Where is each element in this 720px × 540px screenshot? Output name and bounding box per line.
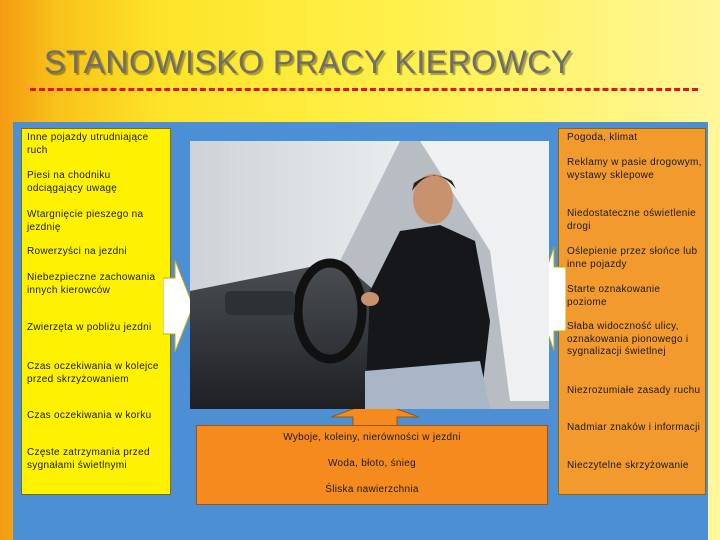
right-factor-item: Nieczytelne skrzyżowanie — [567, 460, 689, 471]
right-factor-item: Słaba widoczność ulicy, oznakowania pionowego i sygnalizacji świetlnej — [567, 321, 689, 357]
right-factor-item: Oślepienie przez słońce lub inne pojazdy — [567, 246, 698, 270]
left-factor-item: Czas oczekiwania w kolejce przed skrzyżowaniem — [27, 361, 159, 385]
right-factor-item: Starte oznakowanie poziome — [567, 284, 661, 308]
bottom-factor-item: Śliska nawierzchnia — [325, 484, 419, 495]
left-factor-item: Inne pojazdy utrudniające ruch — [27, 132, 149, 156]
left-factor-item: Częste zatrzymania przed sygnałami świetlnymi — [27, 447, 150, 471]
left-factor-item: Rowerzyści na jezdni — [27, 246, 127, 257]
diagram-stage — [13, 122, 708, 540]
left-arrow-icon — [163, 260, 193, 352]
left-factor-item: Czas oczekiwania w korku — [27, 410, 152, 421]
slide-title: STANOWISKO PRACY KIEROWCY — [44, 44, 573, 80]
right-factor-item: Reklamy w pasie drogowym, wystawy sklepowe — [567, 157, 702, 181]
right-factor-item: Niezrozumiałe zasady ruchu — [567, 385, 701, 396]
right-factor-item: Pogoda, klimat — [567, 132, 638, 143]
left-factor-item: Piesi na chodniku odciągający uwagę — [27, 170, 118, 194]
right-factors-panel — [558, 128, 706, 495]
left-factors-panel — [21, 128, 171, 495]
road-surface-factors-box — [196, 425, 548, 505]
left-factor-item: Niebezpieczne zachowania innych kierowców — [27, 272, 156, 296]
right-factor-item: Niedostateczne oświetlenie drogi — [567, 208, 696, 232]
title-divider — [30, 88, 698, 91]
bottom-factor-item: Woda, błoto, śnieg — [327, 458, 417, 469]
left-factor-item: Wtargnięcie pieszego na jezdnię — [27, 209, 144, 233]
right-factor-item: Nadmiar znaków i informacji — [567, 422, 701, 433]
driver-photo — [190, 141, 549, 409]
next-slide-icon[interactable] — [22, 505, 44, 527]
left-factor-item: Zwierzęta w pobliżu jezdni — [27, 322, 152, 333]
bottom-factor-item: Wyboje, koleiny, nierówności w jezdni — [283, 432, 461, 443]
